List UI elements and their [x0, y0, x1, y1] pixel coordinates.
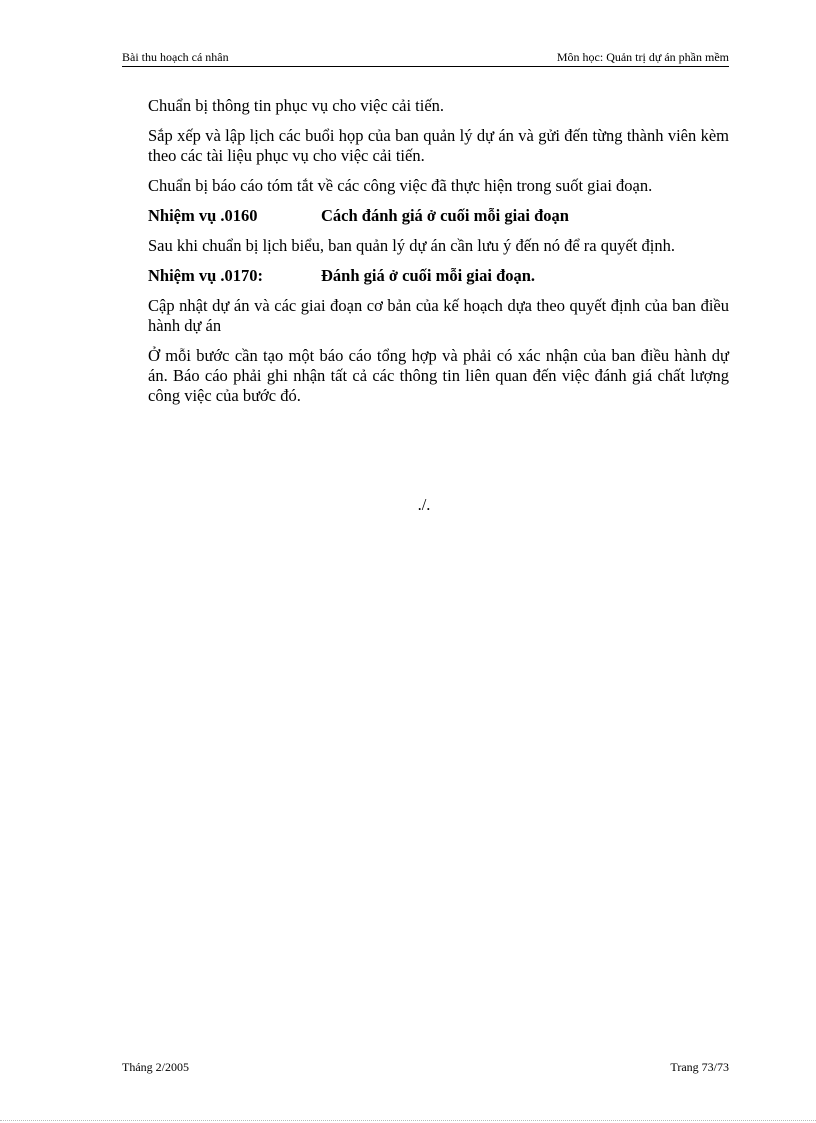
- task-heading-0170: [148, 266, 729, 286]
- footer-page-number: Trang 73/73: [670, 1060, 729, 1074]
- footer-date: Tháng 2/2005: [122, 1060, 189, 1074]
- end-mark: ./.: [417, 495, 431, 514]
- task-code: Nhiệm vụ .0170:: [148, 266, 264, 285]
- task-title: Cách đánh giá ở cuối mỗi giai đoạn: [321, 206, 569, 225]
- page-header: [122, 50, 729, 67]
- header-left-text: Bài thu hoạch cá nhân: [122, 50, 229, 64]
- header-right-text: Môn học: Quản trị dự án phần mềm: [556, 50, 729, 64]
- page-bottom-divider: [0, 1120, 816, 1121]
- paragraph-6: Ở mỗi bước cần tạo một báo cáo tổng hợp và phải có xác nhận của ban điều hành dự án. Báo cáo phải ghi nhận tất cả các thông tin liên quan đến việc đánh giá chất lượng công việc của bước đó.: [148, 346, 729, 405]
- paragraph-5: Cập nhật dự án và các giai đoạn cơ bản của kế hoạch dựa theo quyết định của ban điều hành dự án: [148, 296, 729, 335]
- task-title: Đánh giá ở cuối mỗi giai đoạn.: [321, 266, 536, 285]
- document-body: [148, 96, 729, 416]
- paragraph-3: Chuẩn bị báo cáo tóm tắt về các công việc đã thực hiện trong suốt giai đoạn.: [148, 176, 653, 195]
- paragraph-2: Sắp xếp và lập lịch các buổi họp của ban quản lý dự án và gửi đến từng thành viên kèm theo các tài liệu phục vụ cho việc cải tiến.: [148, 126, 729, 165]
- paragraph-4: Sau khi chuẩn bị lịch biểu, ban quản lý dự án cần lưu ý đến nó để ra quyết định.: [148, 236, 675, 255]
- task-heading-0160: [148, 206, 729, 226]
- task-code: Nhiệm vụ .0160: [148, 206, 258, 225]
- page-footer: [122, 1060, 729, 1076]
- paragraph-1: Chuẩn bị thông tin phục vụ cho việc cải tiến.: [148, 96, 445, 115]
